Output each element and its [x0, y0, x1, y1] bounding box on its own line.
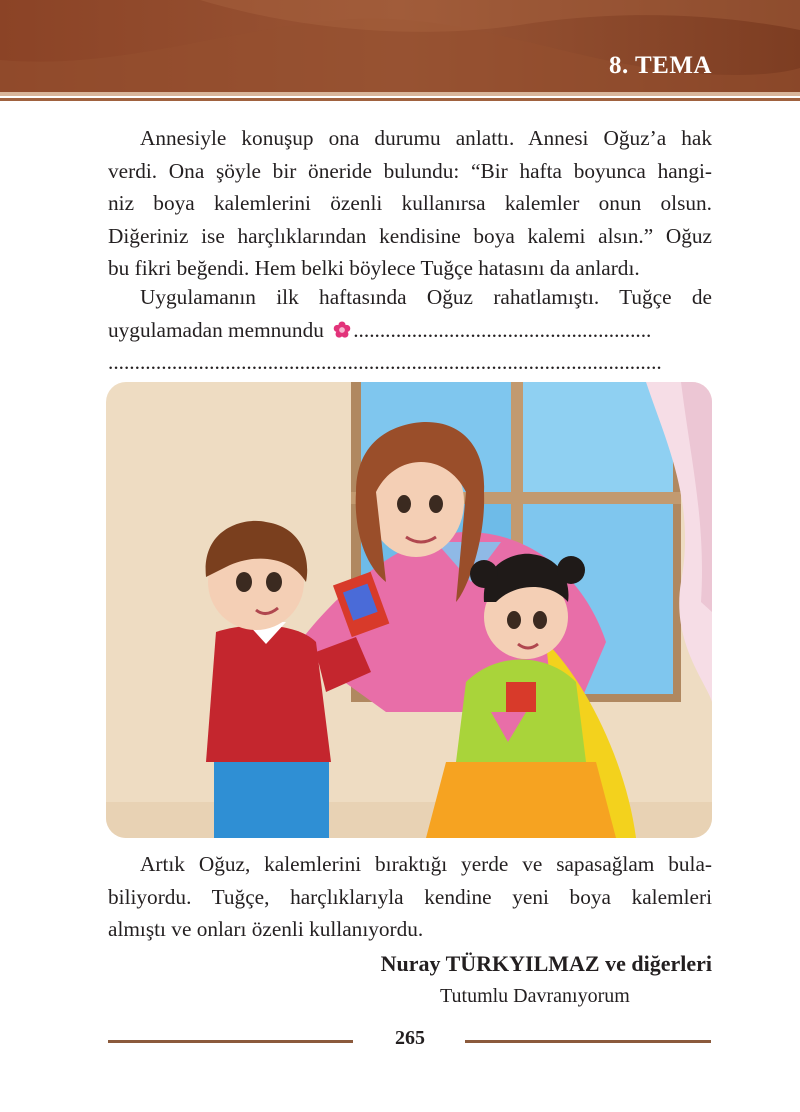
book-title: Tutumlu Davranıyorum [440, 985, 630, 1007]
text-line: Diğeriniz ise harçlıklarından kendisine boya kalemi alsın.” Oğuz [108, 223, 712, 248]
story-paragraph-3 [108, 848, 712, 946]
footer-rule-right [465, 1040, 711, 1043]
fill-in-line [108, 314, 712, 347]
page-number: 265 [395, 1027, 425, 1049]
text-line: Annesiyle konuşup ona durumu anlattı. Annesi Oğuz’a hak [140, 126, 712, 150]
flower-icon [333, 321, 351, 339]
footer-rule-left [108, 1040, 353, 1043]
family-illustration [106, 382, 712, 838]
author-credit: Nuray TÜRKYILMAZ ve diğerleri [380, 951, 712, 976]
text-segment: uygulamadan memnundu [108, 317, 324, 342]
text-line: almıştı ve onları özenli kullanıyordu. [108, 917, 424, 941]
text-line: niz boya kalemlerini özenli kullanırsa kalemler onun olsun. [108, 191, 712, 215]
answer-dots: ........................................................ [353, 317, 652, 342]
page-header [0, 0, 800, 112]
story-illustration [106, 382, 712, 838]
text-line: biliyordu. Tuğçe, harçlıklarıyla kendine yeni boya kalemleri [108, 884, 712, 909]
story-paragraph-1 [108, 122, 712, 285]
text-line: verdi. Ona şöyle bir öneride bulundu: “Bir hafta boyunca hangi- [108, 158, 712, 183]
answer-dots: ........................................................................................................ [108, 350, 662, 374]
text-line: Uygulamanın ilk haftasında Oğuz rahatlamıştı. Tuğçe de [140, 285, 712, 309]
text-line: bu fikri beğendi. Hem belki böylece Tuğçe hatasını da anlardı. [108, 256, 640, 280]
story-paragraph-2 [108, 281, 712, 379]
theme-label: 8. TEMA [608, 52, 712, 79]
text-line: Artık Oğuz, kalemlerini bıraktığı yerde ve sapasağlam bula- [140, 852, 712, 876]
